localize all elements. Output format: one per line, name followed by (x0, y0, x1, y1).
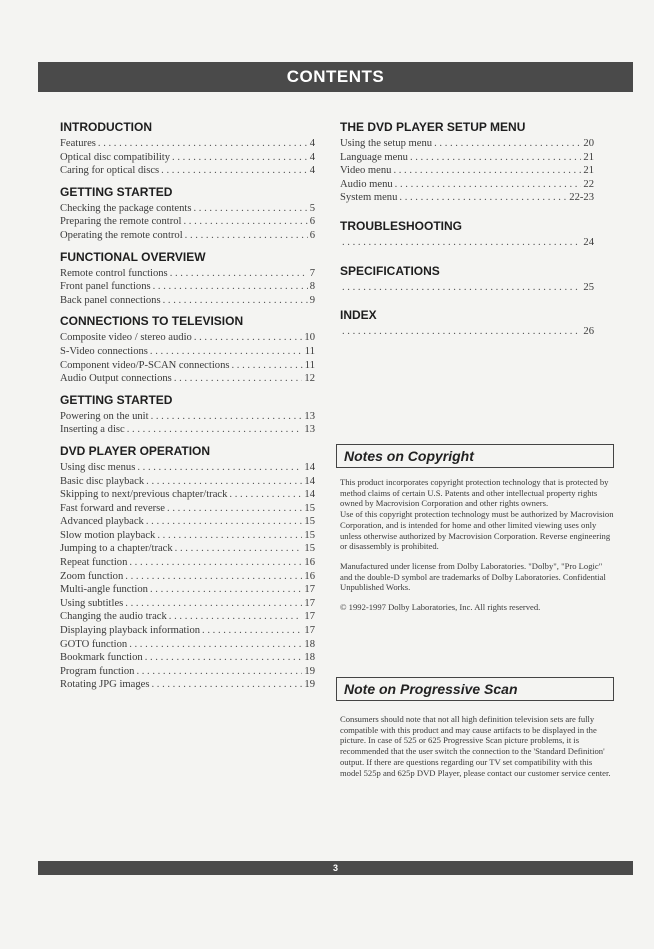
section-heading: CONNECTIONS TO TELEVISION (60, 314, 244, 329)
toc-entry (60, 202, 315, 216)
dot-leader (125, 597, 302, 611)
entry-page: 6 (309, 216, 315, 228)
entry-page: 4 (309, 151, 315, 163)
toc-entry (60, 515, 315, 529)
dot-leader (184, 215, 308, 229)
toc-entry (60, 475, 315, 489)
entry-page: 16 (304, 557, 315, 569)
entry-page: 17 (304, 597, 315, 609)
dot-leader (434, 137, 581, 151)
entry-title: Using disc menus (60, 461, 136, 473)
entry-title: Component video/P-SCAN connections (60, 359, 230, 371)
toc-entry (60, 331, 315, 345)
entry-page: 26 (583, 326, 594, 338)
entry-page: 15 (304, 543, 315, 555)
copyright-paragraph: Manufactured under license from Dolby Laboratories. "Dolby", "Pro Logic" and the double-D symbol are trademarks of Dolby Laboratories. Confidential Unpublished Works. (340, 560, 606, 593)
toc-entry (340, 178, 594, 192)
entry-title: Operating the remote control (60, 229, 183, 241)
toc-left-column (60, 120, 315, 692)
entry-page: 15 (304, 502, 315, 514)
entry-title: Audio Output connections (60, 373, 172, 385)
toc-entry (60, 570, 315, 584)
entry-title: Optical disc compatibility (60, 151, 171, 163)
entry-title: S-Video connections (60, 345, 148, 357)
page-title: CONTENTS (286, 67, 385, 86)
entry-page: 20 (583, 138, 594, 149)
entry-title: Inserting a disc (60, 424, 125, 436)
page-number: 3 (332, 863, 338, 873)
dot-leader (151, 678, 302, 692)
entry-title: Checking the package contents (60, 202, 192, 214)
entry-page: 4 (309, 138, 315, 149)
dot-leader (129, 638, 302, 652)
toc-entry (60, 665, 315, 679)
progressive-text (340, 714, 615, 787)
dot-leader (127, 423, 303, 437)
toc-entry (60, 502, 315, 516)
entry-page: 15 (304, 516, 315, 528)
entry-page: 21 (583, 165, 594, 177)
entry-page: 4 (309, 165, 315, 177)
toc-entry (60, 410, 315, 424)
entry-page: 12 (304, 373, 315, 385)
entry-page: 8 (309, 281, 315, 293)
dot-leader (150, 583, 302, 597)
dot-leader (194, 202, 308, 216)
entry-page: 18 (304, 638, 315, 650)
entry-title: Basic disc playback (60, 475, 145, 487)
dot-leader (170, 267, 308, 281)
entry-page: 19 (304, 665, 315, 677)
entry-page: 6 (309, 229, 315, 241)
progressive-title: Note on Progressive Scan (344, 681, 518, 697)
dot-leader (395, 178, 582, 192)
entry-title: Video menu (340, 165, 392, 177)
entry-title: Back panel connections (60, 294, 161, 306)
entry-title: Zoom function (60, 570, 124, 582)
entry-page: 17 (304, 584, 315, 596)
entry-title: Jumping to a chapter/track (60, 543, 173, 555)
dot-leader (174, 372, 303, 386)
entry-page: 5 (309, 202, 315, 214)
toc-section (340, 120, 594, 205)
entry-page: 22-23 (569, 192, 594, 204)
entry-page: 16 (304, 570, 315, 582)
toc-entry (60, 215, 315, 229)
dot-leader (342, 281, 581, 295)
entry-page: 10 (304, 332, 315, 344)
toc-entry (60, 461, 315, 475)
toc-section (340, 219, 594, 250)
entry-page: 17 (304, 625, 315, 637)
dot-leader (129, 556, 302, 570)
entry-title: Changing the audio track (60, 611, 167, 623)
dot-leader (169, 610, 303, 624)
toc-entry (60, 137, 315, 151)
toc-section (60, 185, 315, 243)
toc-section (60, 250, 315, 308)
dot-leader (399, 191, 567, 205)
entry-title: Skipping to next/previous chapter/track (60, 489, 228, 501)
entry-page: 15 (304, 529, 315, 541)
entry-page: 9 (309, 294, 315, 306)
entry-page: 14 (304, 475, 315, 487)
entry-title: Multi-angle function (60, 584, 148, 596)
entry-title: Program function (60, 665, 135, 677)
toc-entry (60, 267, 315, 281)
entry-title: Slow motion playback (60, 529, 156, 541)
entry-page: 7 (309, 267, 315, 279)
toc-section (60, 444, 315, 692)
copyright-text (340, 477, 615, 622)
entry-title: Audio menu (340, 178, 393, 190)
progressive-heading-box (336, 677, 614, 701)
dot-leader (153, 280, 308, 294)
entry-page: 18 (304, 652, 315, 664)
toc-entry (60, 488, 315, 502)
dot-leader (167, 502, 302, 516)
dot-leader (146, 475, 302, 489)
entry-title: Advanced playback (60, 516, 144, 528)
entry-title: Repeat function (60, 557, 128, 569)
progressive-paragraph: Consumers should note that not all high definition television sets are fully compatible with this product and may cause artifacts to be displayed in the picture. In case of 525 or 625 Progressive Scan picture problems, it is recommended that the user switch the connection to the 'Standard Definition' output. If there are questions regarding our TV set compatibility with this model 525p and 625p DVD Player, please contact our customer service center. (340, 714, 611, 778)
dot-leader (232, 359, 303, 373)
entry-title: Rotating JPG images (60, 679, 150, 691)
toc-entry (60, 624, 315, 638)
toc-entry (60, 529, 315, 543)
dot-leader (342, 325, 581, 339)
copyright-paragraph: This product incorporates copyright protection technology that is protected by method claims of certain U.S. Patents and other intellectual property rights owned by Macrovision Corporation and other rights owners. (340, 477, 609, 509)
entry-page: 21 (583, 151, 594, 163)
section-heading: GETTING STARTED (60, 184, 173, 199)
toc-entry (60, 678, 315, 692)
toc-entry (340, 325, 594, 339)
entry-title: Language menu (340, 151, 408, 163)
entry-page: 24 (583, 236, 594, 248)
contents-banner (38, 62, 633, 92)
entry-title: Remote control functions (60, 267, 168, 279)
dot-leader (393, 164, 581, 178)
toc-entry (340, 191, 594, 205)
entry-title: System menu (340, 192, 398, 204)
toc-section (60, 120, 315, 178)
toc-entry (340, 281, 594, 295)
dot-leader (157, 529, 302, 543)
entry-page: 14 (304, 489, 315, 501)
dot-leader (185, 229, 308, 243)
dot-leader (146, 515, 303, 529)
entry-page: 25 (583, 281, 594, 293)
entry-page: 22 (583, 178, 594, 190)
toc-entry (340, 151, 594, 165)
dot-leader (136, 665, 302, 679)
dot-leader (98, 137, 308, 151)
toc-entry (60, 651, 315, 665)
copyright-title: Notes on Copyright (344, 448, 474, 464)
section-heading: TROUBLESHOOTING (340, 218, 462, 233)
toc-right-column (340, 120, 594, 353)
toc-entry (60, 229, 315, 243)
toc-section (340, 308, 594, 339)
section-heading: INTRODUCTION (60, 120, 152, 134)
entry-title: Using subtitles (60, 597, 124, 609)
toc-entry (60, 556, 315, 570)
entry-title: Bookmark function (60, 652, 143, 664)
dot-leader (175, 542, 303, 556)
dot-leader (161, 164, 308, 178)
entry-title: Caring for optical discs (60, 165, 160, 177)
toc-section (340, 264, 594, 295)
entry-title: Using the setup menu (340, 138, 433, 149)
dot-leader (150, 345, 303, 359)
dot-leader (202, 624, 302, 638)
copyright-heading-box (336, 444, 614, 468)
dot-leader (125, 570, 302, 584)
toc-entry (340, 236, 594, 250)
toc-entry (60, 638, 315, 652)
entry-page: 11 (304, 345, 315, 357)
section-heading: FUNCTIONAL OVERVIEW (60, 249, 206, 264)
section-heading: INDEX (340, 308, 377, 323)
dot-leader (172, 151, 308, 165)
entry-page: 19 (304, 679, 315, 691)
section-heading: DVD PLAYER OPERATION (60, 443, 211, 458)
section-heading: THE DVD PLAYER SETUP MENU (340, 120, 526, 134)
toc-entry (60, 345, 315, 359)
copyright-paragraph: © 1992-1997 Dolby Laboratories, Inc. All rights reserved. (340, 602, 541, 613)
toc-entry (60, 542, 315, 556)
entry-page: 13 (304, 410, 315, 422)
toc-entry (60, 359, 315, 373)
dot-leader (151, 410, 303, 424)
entry-page: 17 (304, 611, 315, 623)
dot-leader (163, 294, 308, 308)
toc-entry (60, 164, 315, 178)
toc-entry (60, 294, 315, 308)
entry-title: Front panel functions (60, 281, 151, 293)
toc-section (60, 314, 315, 385)
entry-title: Fast forward and reverse (60, 502, 166, 514)
toc-entry (60, 597, 315, 611)
section-heading: GETTING STARTED (60, 392, 173, 407)
section-heading: SPECIFICATIONS (340, 263, 440, 278)
dot-leader (194, 331, 303, 345)
entry-title: Powering on the unit (60, 410, 149, 422)
entry-title: GOTO function (60, 638, 128, 650)
toc-entry (340, 164, 594, 178)
dot-leader (145, 651, 303, 665)
toc-entry (340, 137, 594, 151)
entry-title: Composite video / stereo audio (60, 332, 192, 344)
entry-title: Displaying playback information (60, 625, 201, 637)
toc-entry (60, 423, 315, 437)
copyright-paragraph: Use of this copyright protection technology must be authorized by Macrovision Corporation, and is intended for home and other limited viewing uses only unless otherwise authorized by Macrovision Corporation. Reverse engineering or disassembly is prohibited. (340, 509, 614, 552)
toc-entry (60, 610, 315, 624)
entry-title: Preparing the remote control (60, 216, 182, 228)
toc-entry (60, 583, 315, 597)
dot-leader (342, 236, 581, 250)
dot-leader (410, 151, 581, 165)
toc-entry (60, 280, 315, 294)
dot-leader (137, 461, 302, 475)
entry-page: 13 (304, 424, 315, 436)
dot-leader (229, 488, 302, 502)
toc-entry (60, 372, 315, 386)
entry-page: 14 (304, 461, 315, 473)
toc-section (60, 393, 315, 437)
footer-bar (38, 861, 633, 875)
entry-title: Features (60, 138, 96, 149)
toc-entry (60, 151, 315, 165)
entry-page: 11 (304, 359, 315, 371)
